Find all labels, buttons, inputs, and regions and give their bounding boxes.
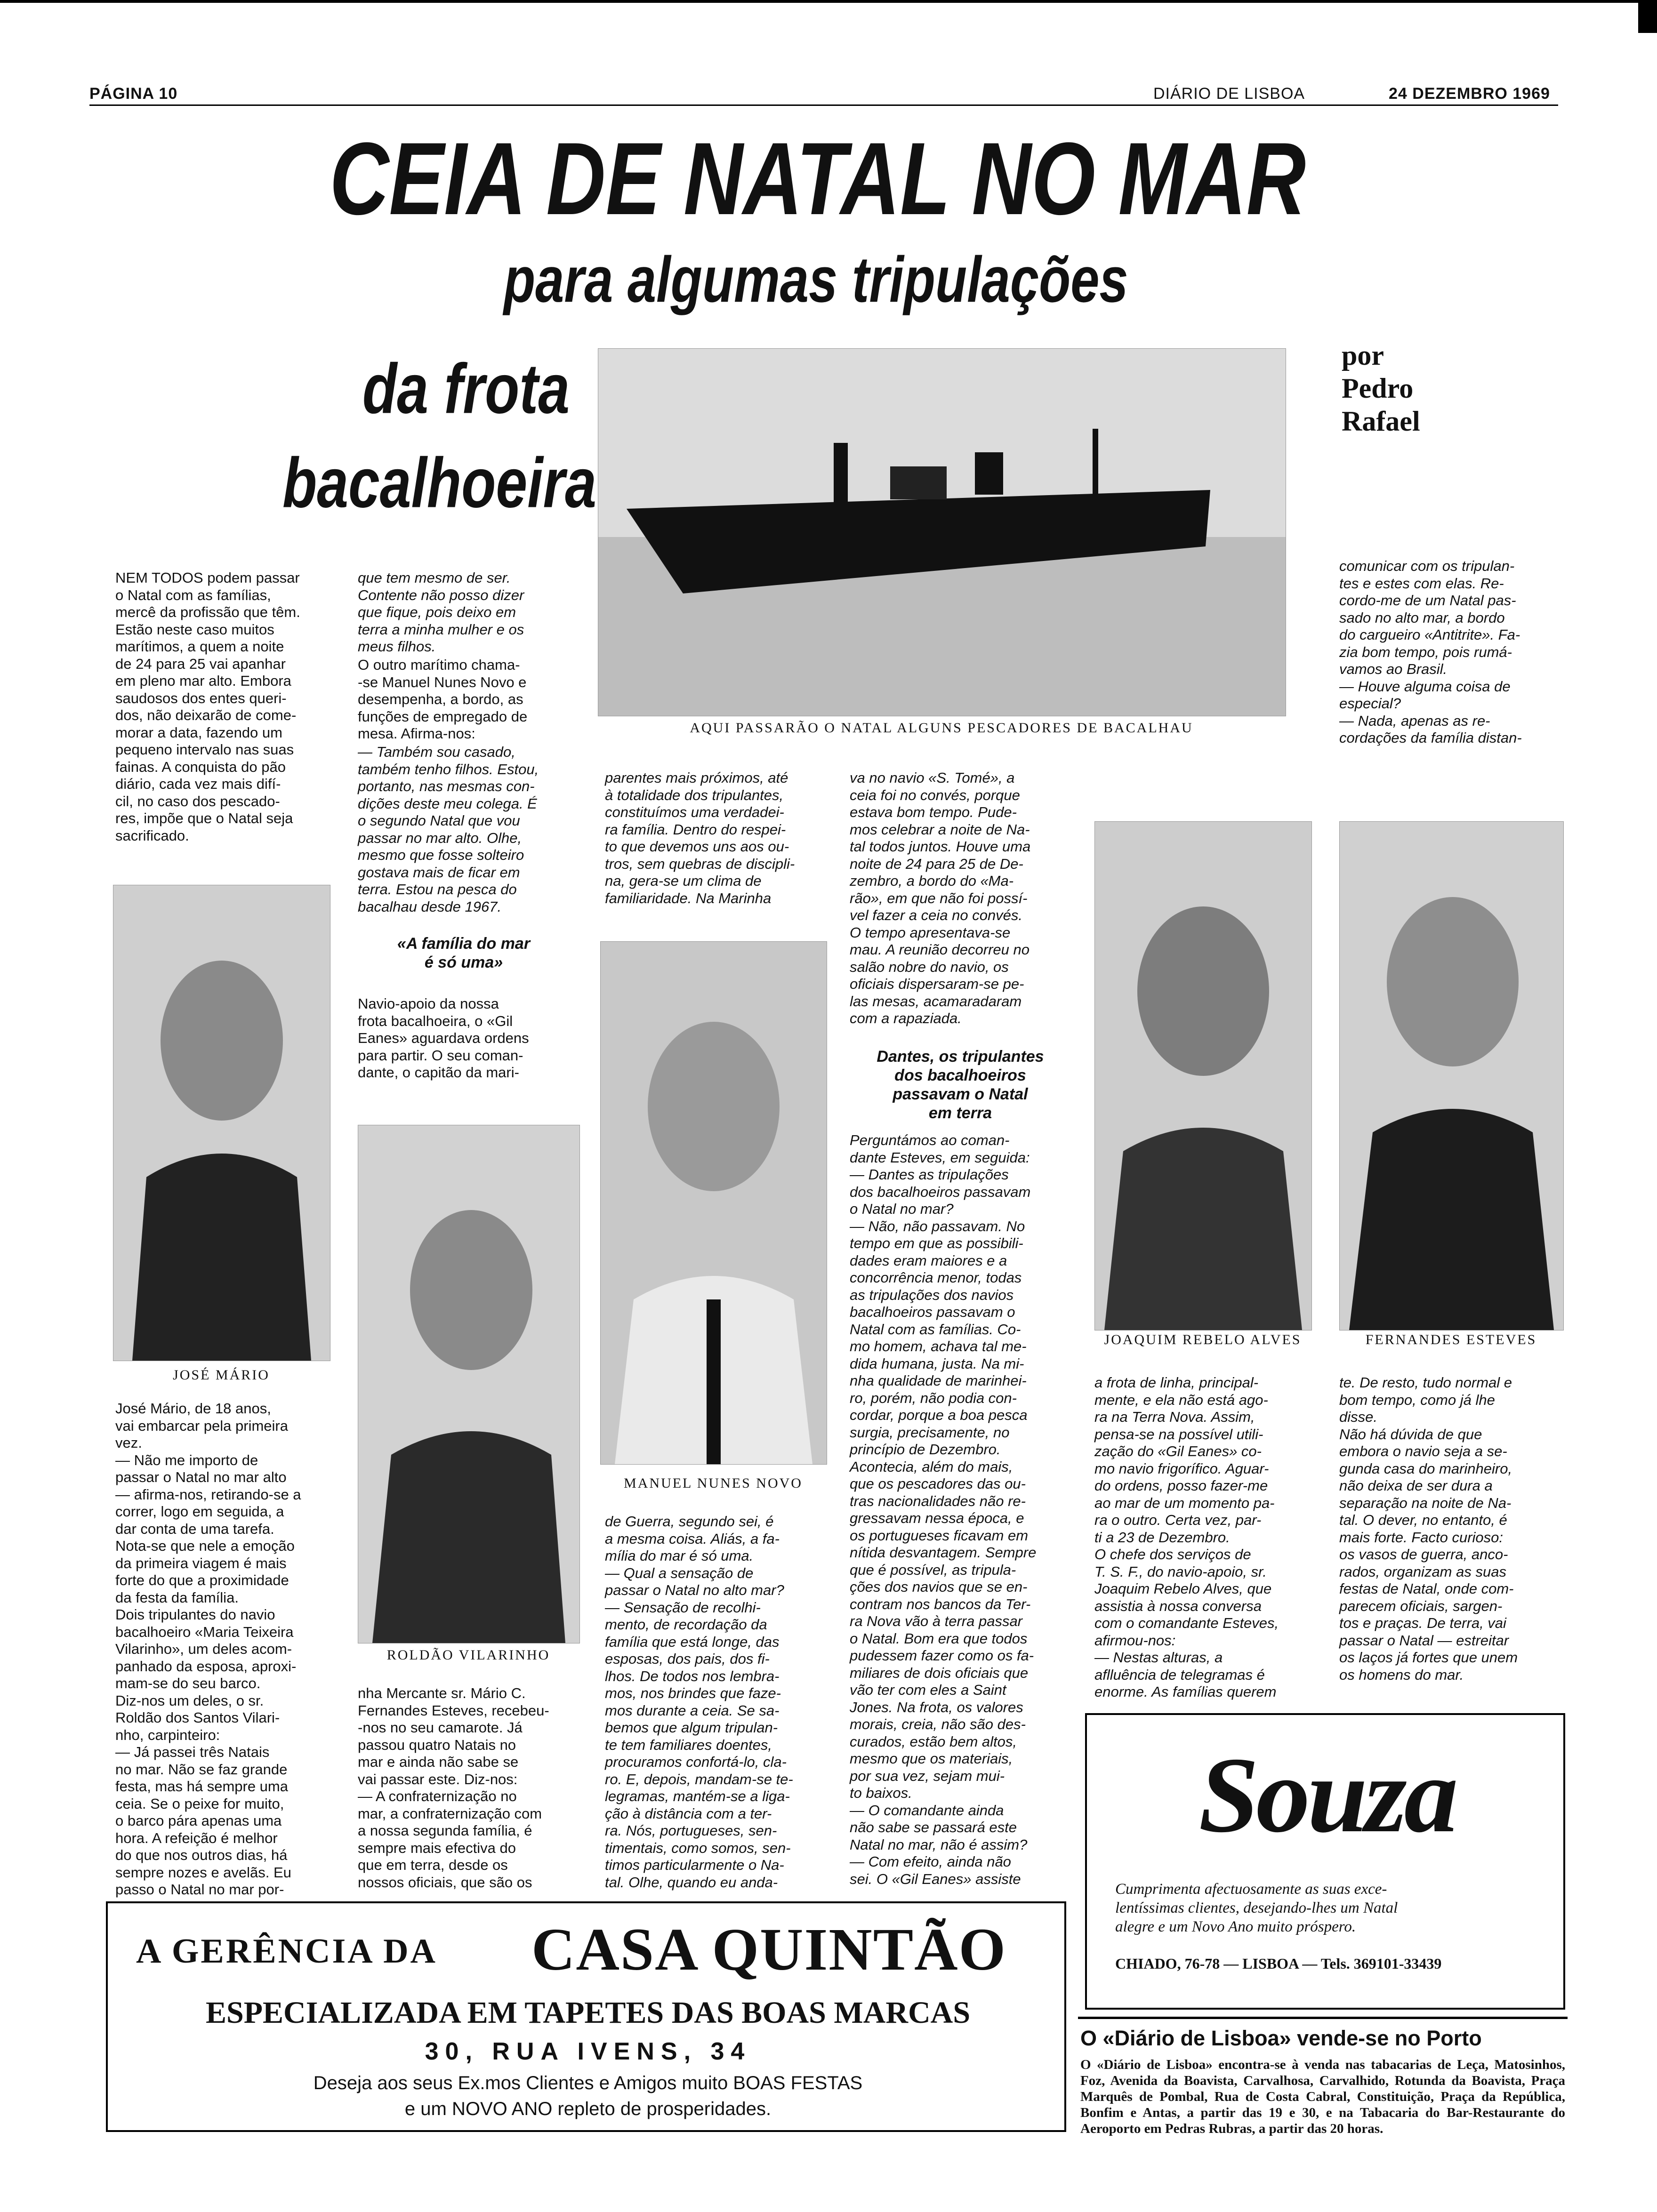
headline: CEIA DE NATAL NO MAR <box>330 121 1306 237</box>
byline <box>1342 339 1420 438</box>
photo-jose-mario <box>113 885 330 1361</box>
photo-joaquim-rebelo-alves <box>1094 821 1312 1330</box>
ship-caption: AQUI PASSARÃO O NATAL ALGUNS PESCADORES DE BACALHAU <box>690 720 1193 736</box>
ad-quintao-line5: e um NOVO ANO repleto de prosperidades. <box>404 2099 772 2119</box>
caption-joaquim-rebelo-alves: JOAQUIM REBELO ALVES <box>1104 1332 1302 1347</box>
byline-last: Rafael <box>1342 406 1420 437</box>
issue-date: 24 DEZEMBRO 1969 <box>1389 85 1550 103</box>
article-column-3b: de Guerra, segundo sei, é a mesma coisa. Aliás, a fa- mília do mar é só uma. — Qual a sensação de passar o Natal no alto mar? — Sensação de recolhi- mento, de recordação da família que está longe, das esposas, dos pais, dos fi- lhos. De todos nos lembra- mos, nos brindes que faze- mos durante a ceia. Se sa- bemos que algum tripulan- te tem familiares doentes, procuramos confortá-lo, cla- ro. E, depois, mandam-se te- legramas, mantém-se a liga- ção à distância com a ter- ra. Nós, portugueses, sen- timentais, como somos, sen- timos particularmente o Na- tal. Olhe, quando eu anda- <box>605 1513 793 1891</box>
article-column-5b: a frota de linha, principal- mente, e ela não está ago- ra na Terra Nova. Assim, pensa-se na possível utili- zação do «Gil Eanes» co- mo navio frigorífico. Aguar- do ordens, posso fazer-me ao mar de um momento pa- ra o outro. Certa vez, par- ti a 23 de Dezembro. O chefe dos serviços de T. S. F., do navio-apoio, sr. Joaquim Rebelo Alves, que assistia à nossa conversa com o comandante Esteves, afirmou-nos: — Nestas alturas, a aflluência de telegramas é enorme. As famílias querem <box>1094 1374 1279 1700</box>
corner-mark <box>1638 0 1657 33</box>
porto-notice-text: O «Diário de Lisboa» encontra-se à venda nas tabacarias de Leça, Matosinhos, Foz, Avenida da Boavista, Carvalhosa, Carvalhido, Rotunda da Boavista, Praça Marquês de Pombal, Rua de Costa Cabral, Constituição, Praça da República, Bonfim e Antas, a partir das 19 e 30, e na Tabacaria do Bar-Restaurante do Aeroporto em Pedras Rubras, a partir das 20 horas. <box>1080 2057 1565 2136</box>
article-column-2d: Navio-apoio da nossa frota bacalhoeira, o «Gil Eanes» aguardava ordens para partir. O seu coman- dante, o capitão da mari- <box>358 995 529 1081</box>
article-column-2b: O outro marítimo chama- -se Manuel Nunes Novo e desempenha, a bordo, as funções de empregado de mesa. Afirma-nos: <box>358 657 528 742</box>
byline-by: por <box>1342 340 1384 371</box>
ship-photo <box>598 348 1286 716</box>
photo-roldao-vilarinho <box>358 1125 580 1643</box>
subhead-familia: «A família do mar é só uma» <box>397 935 531 971</box>
article-column-3a: parentes mais próximos, até à totalidade dos tripulantes, constituímos uma verdadei- ra família. Dentro do respei- to que devemos uns aos ou- tros, sem quebras de discipli- na, gera-se um clima de familiaridade. Na Marinha <box>605 769 795 906</box>
newspaper-name: DIÁRIO DE LISBOA <box>1153 85 1305 103</box>
souza-address: CHIADO, 76-78 — LISBOA — Tels. 369101-33439 <box>1115 1955 1442 1972</box>
souza-text: Cumprimenta afectuosamente as suas exce- lentíssimas clientes, desejando-lhes um Natal alegre e um Novo Ano muito próspero. <box>1115 1881 1398 1935</box>
headline-sub-3: bacalhoeira <box>282 443 596 522</box>
ad-quintao-line1b: CASA QUINTÃO <box>531 1916 1007 1983</box>
article-column-4b: Perguntámos ao coman- dante Esteves, em seguida: — Dantes as tripulações dos bacalhoeiros passavam o Natal no mar? — Não, não passavam. No tempo em que as possibili- dades eram maiores e a concorrência menor, todas as tripulações dos navios bacalhoeiros passavam o Natal com as famílias. Co- mo homem, achava tal me- dida humana, justa. Na mi- nha qualidade de marinhei- ro, porém, não podia con- cordar, porque a boa pesca surgia, precisamente, no princípio de Dezembro. Acontecia, além do mais, que os pescadores das ou- tras nacionalidades não re- gressavam nessa época, e os portugueses ficavam em nítida desvantagem. Sempre que é possível, as tripula- ções dos navios que se en- contram nos bancos da Ter- ra Nova vão à terra passar o Natal. Bom era que todos pudessem fazer como os fa- miliares de dois oficiais que vão ter com eles a Saint Jones. Na frota, os valores morais, creia, não são des- curados, estão bem altos, mesmo que os materiais, por sua vez, sejam mui- to baixos. — O comandante ainda não sabe se passará este Natal no mar, não é assim? — Com efeito, ainda não sei. O «Gil Eanes» assiste <box>850 1132 1037 1887</box>
intro-paragraph: NEM TODOS podem passar o Natal com as famílias, mercê da profissão que têm. Estão neste caso muitos marítimos, a quem a noite de 24 para 25 vai apanhar em pleno mar alto. Embora saudosos dos entes queri- dos, não deixarão de come- morar a data, fazendo um pequeno intervalo nas suas fainas. A conquista do pão diário, cada vez mais difí- cil, no caso dos pescado- res, impõe que o Natal seja sacrificado. <box>115 569 300 844</box>
byline-first: Pedro <box>1342 373 1414 404</box>
caption-manuel-nunes-novo: MANUEL NUNES NOVO <box>624 1475 803 1491</box>
photo-fernandes-esteves <box>1339 821 1564 1330</box>
headline-sub: para algumas tripulações <box>504 243 1128 316</box>
photo-manuel-nunes-novo <box>600 941 827 1465</box>
ad-quintao-line3: 30, RUA IVENS, 34 <box>425 2038 751 2065</box>
ad-quintao-line2: ESPECIALIZADA EM TAPETES DAS BOAS MARCAS <box>205 1996 971 2030</box>
souza-logo: Souza <box>1199 1735 1456 1855</box>
article-column-1b: José Mário, de 18 anos, vai embarcar pela primeira vez. — Não me importo de passar o Natal no mar alto — afirma-nos, retirando-se a correr, logo em seguida, a dar conta de uma tarefa. Nota-se que nele a emoção da primeira viagem é mais forte do que a proximidade da festa da família. Dois tripulantes do navio bacalhoeiro «Maria Teixeira Vilarinho», um deles acom- panhado da esposa, aproxi- mam-se do seu barco. Diz-nos um deles, o sr. Roldão dos Santos Vilari- nho, carpinteiro: — Já passei três Natais no mar. Não se faz grande festa, mas há sempre uma ceia. Se o peixe for muito, o barco pára apenas uma hora. A refeição é melhor do que nos outros dias, há sempre nozes e avelãs. Eu passo o Natal no mar por- <box>115 1400 301 1898</box>
caption-jose-mario: JOSÉ MÁRIO <box>173 1367 270 1383</box>
page-number: PÁGINA 10 <box>89 85 178 103</box>
ad-quintao-line4: Deseja aos seus Ex.mos Clientes e Amigos muito BOAS FESTAS <box>313 2073 863 2093</box>
ad-souza <box>1085 1713 1565 2010</box>
ad-quintao-line1a: A GERÊNCIA DA <box>136 1932 437 1971</box>
ad-casa-quintao <box>106 1901 1066 2132</box>
porto-rule <box>1078 2017 1568 2019</box>
top-rule <box>0 0 1657 3</box>
article-column-2c: — Também sou casado, também tenho filhos. Estou, portanto, nas mesmas con- dições deste meu colega. É o segundo Natal que vou passar no mar alto. Olhe, mesmo que fosse solteiro gostava mais de ficar em terra. Estou na pesca do bacalhau desde 1967. <box>358 744 539 915</box>
article-column-6b: te. De resto, tudo normal e bom tempo, como já lhe disse. Não há dúvida de que embora o navio seja a se- gunda casa do marinheiro, não deixa de ser dura a separação na noite de Na- tal. O dever, no entanto, é mais forte. Facto curioso: os vasos de guerra, anco- rados, organizam as suas festas de Natal, onde com- parecem oficiais, sargen- tos e praças. De terra, vai passar o Natal — estreitar os laços já fortes que unem os homens do mar. <box>1339 1374 1518 1683</box>
header-rule <box>89 104 1558 106</box>
subhead-dantes: Dantes, os tripulantes dos bacalhoeiros passavam o Natal em terra <box>877 1048 1044 1122</box>
caption-fernandes-esteves: FERNANDES ESTEVES <box>1365 1332 1537 1347</box>
article-column-2e: nha Mercante sr. Mário C. Fernandes Esteves, recebeu- -nos no seu camarote. Já passou quatro Natais no mar e ainda não sabe se vai passar este. Diz-nos: — A confraternização no mar, a confraternização com a nossa segunda família, é sempre mais efectiva do que em terra, desde os nossos oficiais, que são os <box>358 1685 549 1891</box>
article-column-2a: que tem mesmo de ser. Contente não posso dizer que fique, pois deixo em terra a minha mulher e os meus filhos. <box>358 569 524 655</box>
caption-roldao-vilarinho: ROLDÃO VILARINHO <box>386 1647 550 1663</box>
porto-notice-title: O «Diário de Lisboa» vende-se no Porto <box>1080 2026 1482 2050</box>
headline-sub-2: da frota <box>362 349 570 428</box>
article-column-4a: va no navio «S. Tomé», a ceia foi no convés, porque estava bom tempo. Pude- mos celebrar a noite de Na- tal todos juntos. Houve uma noite de 24 para 25 de De- zembro, a bordo do «Ma- rão», em que não foi possí- vel fazer a ceia no convés. O tempo apresentava-se mau. A reunião decorreu no salão nobre do navio, os oficiais dispersaram-se pe- las mesas, acamaradaram com a rapaziada. <box>850 769 1031 1026</box>
article-column-6a: comunicar com os tripulan- tes e estes com elas. Re- cordo-me de um Natal pas- sado no alto mar, a bordo do cargueiro «Antitrite». Fa- zia bom tempo, pois rumá- vamos ao Brasil. — Houve alguma coisa de especial? — Nada, apenas as re- cordações da família distan- <box>1339 558 1522 746</box>
